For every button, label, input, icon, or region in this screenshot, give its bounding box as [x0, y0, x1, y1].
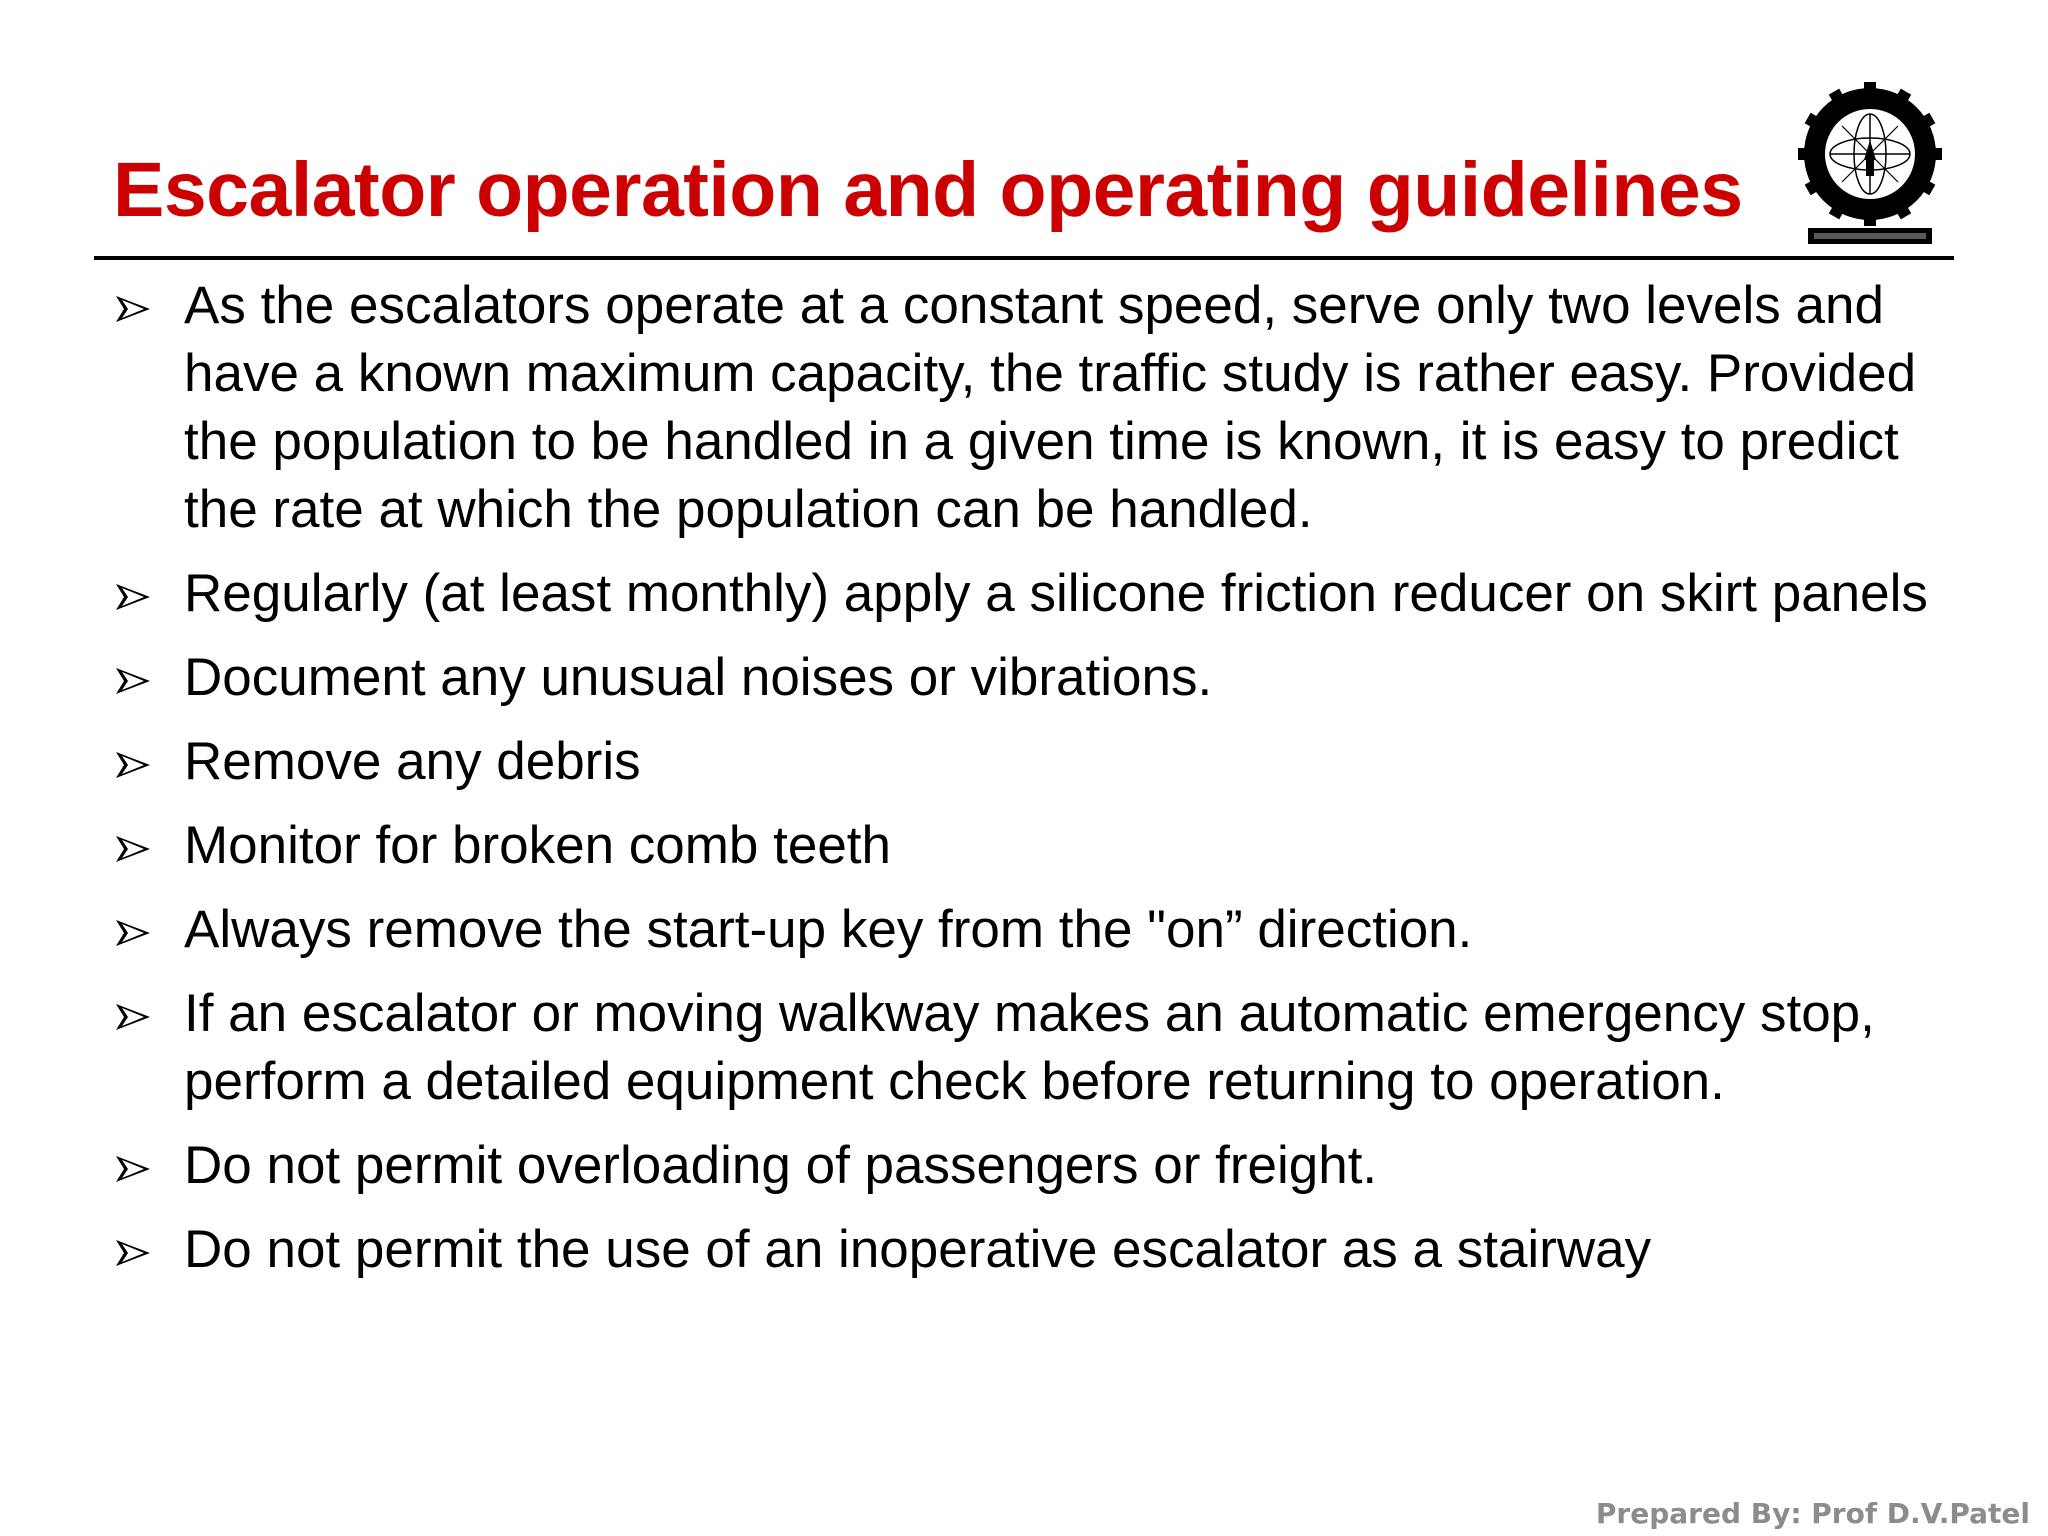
- bullet-text: Do not permit overloading of passengers or freight.: [184, 1136, 1378, 1195]
- list-item: [110, 560, 1940, 628]
- bullet-text: Monitor for broken comb teeth: [184, 816, 892, 875]
- bullet-text: As the escalators operate at a constant speed, serve only two levels and have a known maximum capacity, the traffic study is rather easy. Provided the population to be handled in a given time is known, it is easy to predict the rate at which the population can be handled.: [184, 276, 1917, 539]
- arrowhead-bullet-icon: [114, 750, 152, 780]
- list-item: [110, 644, 1940, 712]
- list-item: [110, 728, 1940, 796]
- arrowhead-bullet-icon: [114, 834, 152, 864]
- institute-seal-icon: [1790, 82, 1950, 252]
- slide-title: Escalator operation and operating guidelines: [113, 147, 1743, 233]
- list-item: [110, 980, 1940, 1116]
- title-divider: [94, 256, 1954, 260]
- footer-credit: Prepared By: Prof D.V.Patel: [1595, 1497, 2030, 1530]
- arrowhead-bullet-icon: [114, 1002, 152, 1032]
- bullet-text: Regularly (at least monthly) apply a silicone friction reducer on skirt panels: [184, 564, 1928, 623]
- arrowhead-bullet-icon: [114, 666, 152, 696]
- arrowhead-bullet-icon: [114, 582, 152, 612]
- arrowhead-bullet-icon: [114, 294, 152, 324]
- list-item: [110, 272, 1940, 544]
- bullet-text: Document any unusual noises or vibrations.: [184, 648, 1213, 707]
- arrowhead-bullet-icon: [114, 918, 152, 948]
- list-item: [110, 1132, 1940, 1200]
- bullet-list: [110, 272, 1940, 1300]
- arrowhead-bullet-icon: [114, 1154, 152, 1184]
- bullet-text: Remove any debris: [184, 732, 641, 791]
- bullet-text: Always remove the start-up key from the "on” direction.: [184, 900, 1473, 959]
- list-item: [110, 812, 1940, 880]
- list-item: [110, 896, 1940, 964]
- bullet-text: If an escalator or moving walkway makes an automatic emergency stop, perform a detailed equipment check before returning to operation.: [184, 984, 1875, 1111]
- bullet-text: Do not permit the use of an inoperative escalator as a stairway: [184, 1220, 1652, 1279]
- list-item: [110, 1216, 1940, 1284]
- arrowhead-bullet-icon: [114, 1238, 152, 1268]
